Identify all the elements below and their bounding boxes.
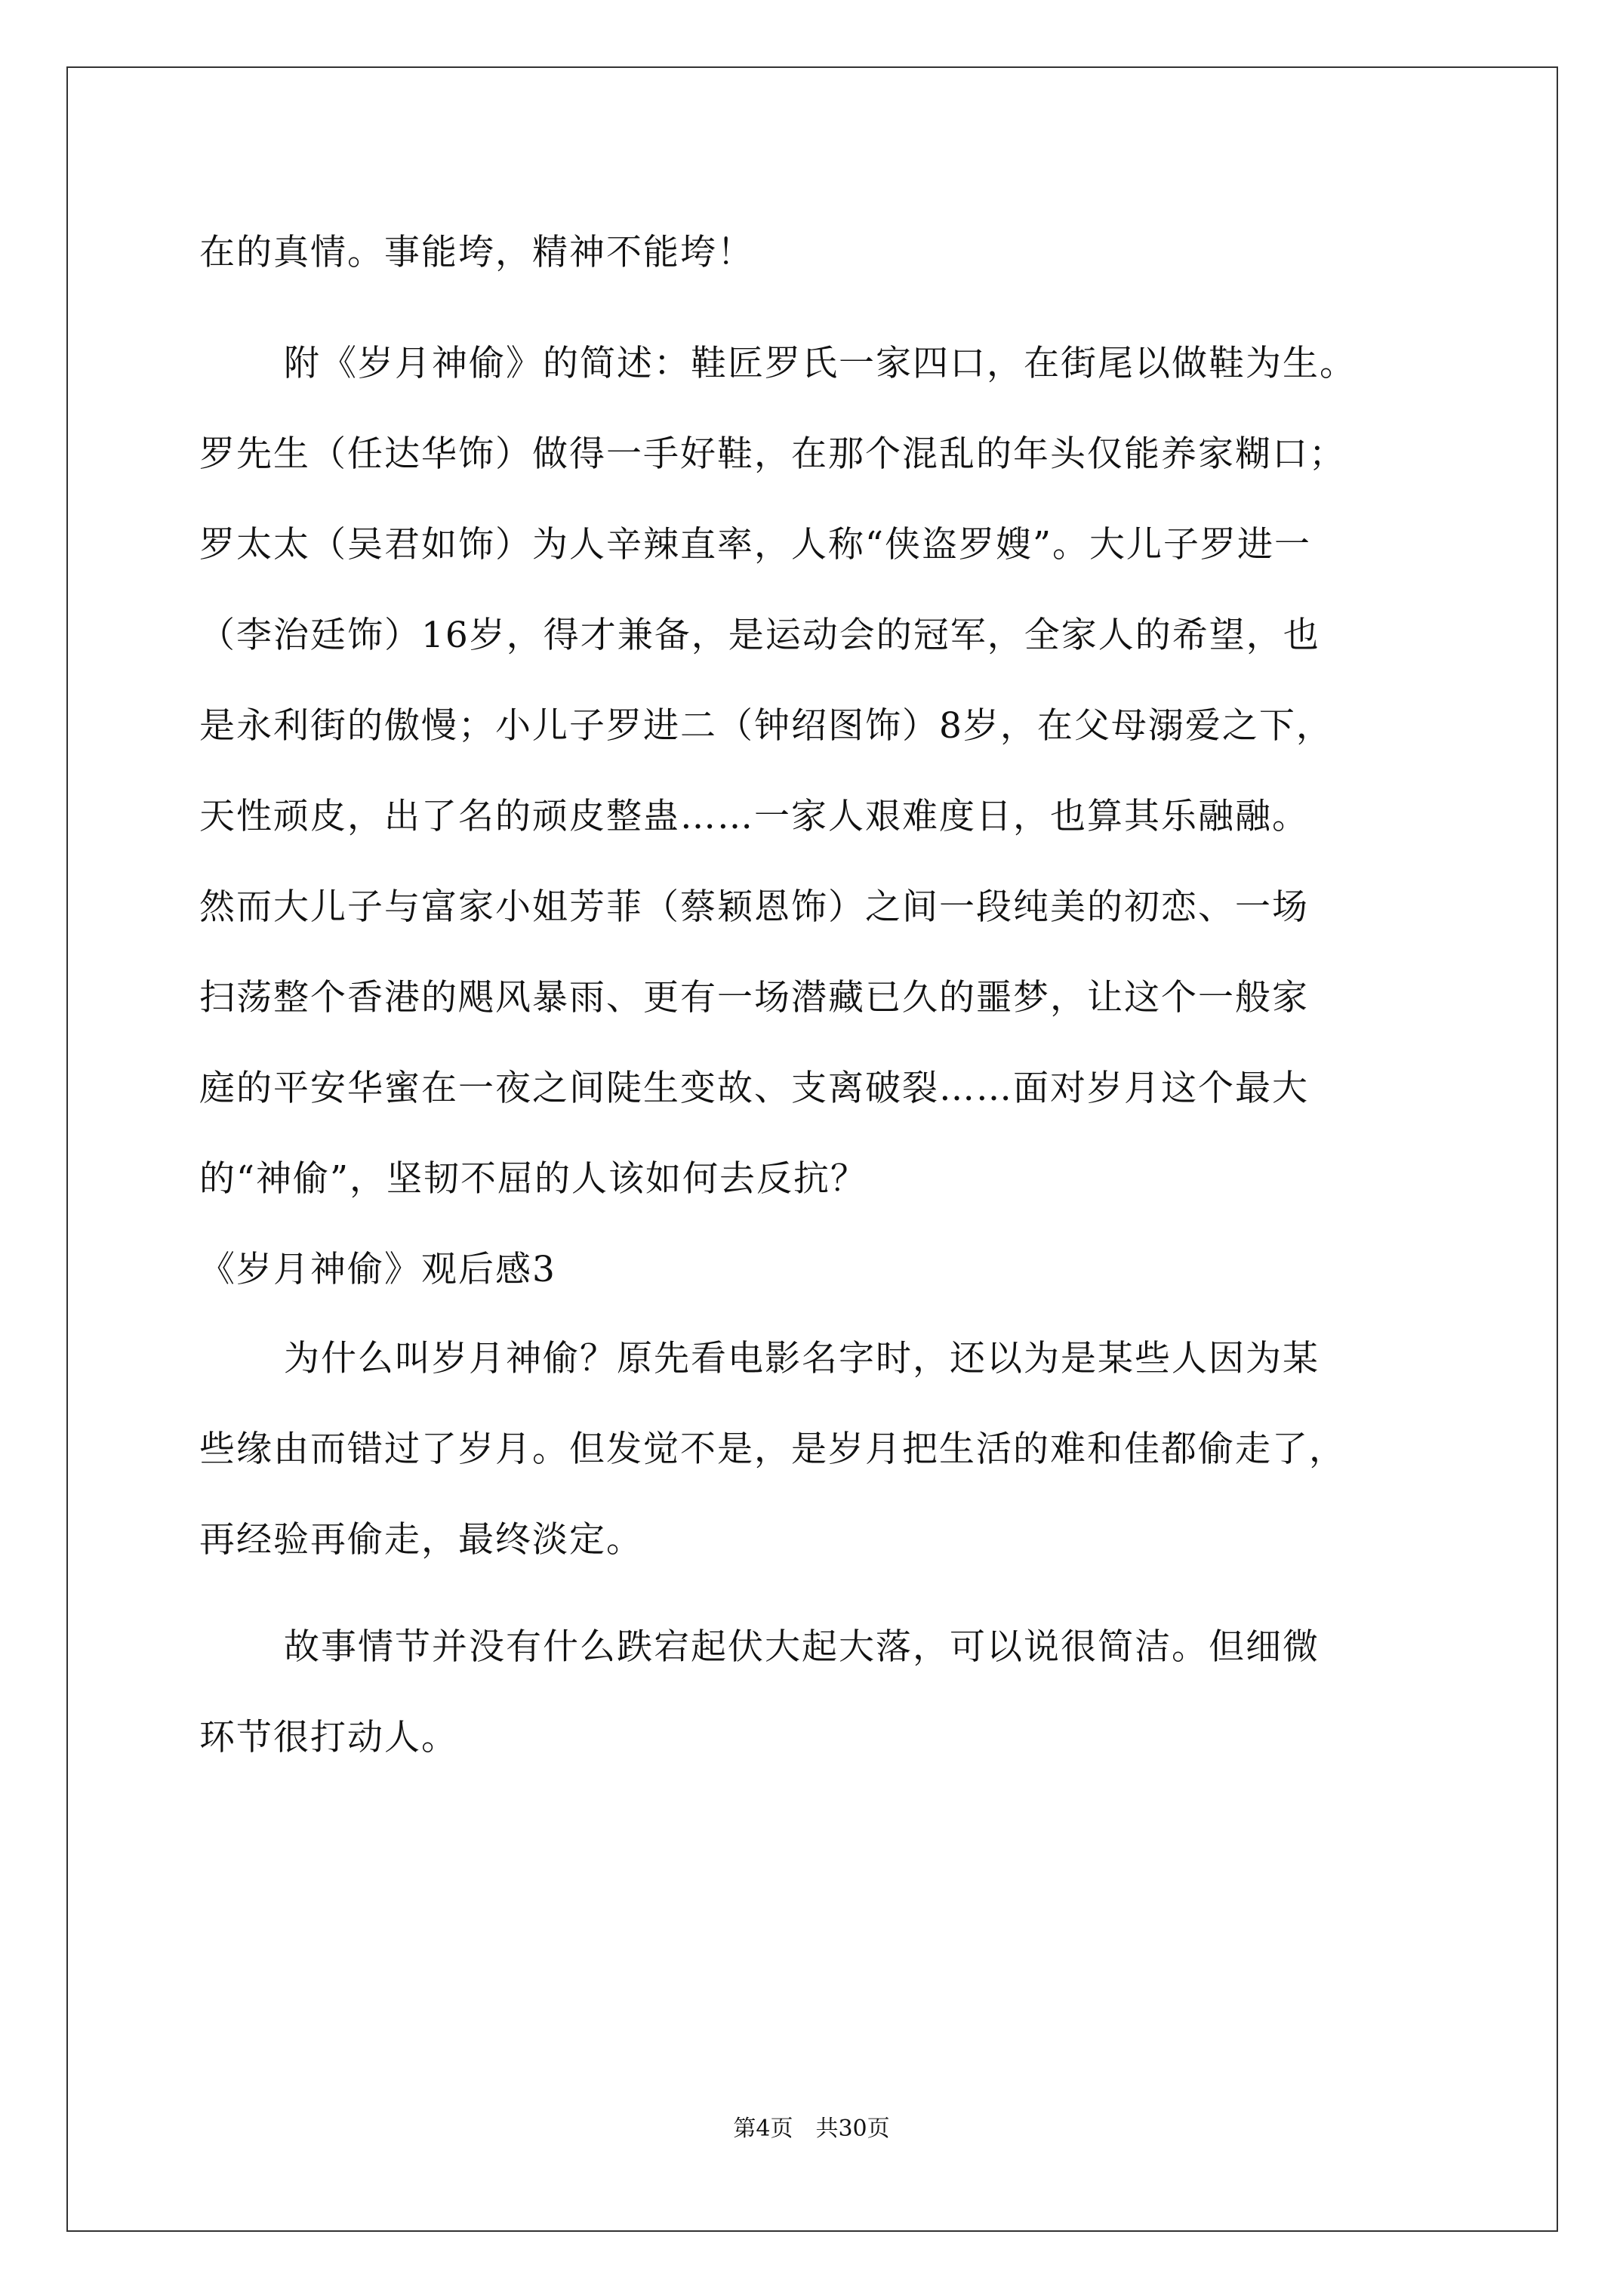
text-line: 附《岁月神偷》的简述：鞋匠罗氏一家四口，在街尾以做鞋为生。 <box>284 343 1357 384</box>
text-line: 天性顽皮，出了名的顽皮整蛊……一家人艰难度日，也算其乐融融。 <box>199 796 1309 837</box>
text-line: 然而大儿子与富家小姐芳菲（蔡颖恩饰）之间一段纯美的初恋、一场 <box>199 886 1309 928</box>
text-line: 再经验再偷走，最终淡定。 <box>199 1519 643 1561</box>
text-line: 罗先生（任达华饰）做得一手好鞋，在那个混乱的年头仅能养家糊口； <box>199 433 1346 475</box>
text-line: 庭的平安华蜜在一夜之间陡生变故、支离破裂……面对岁月这个最大 <box>199 1068 1309 1109</box>
section-heading: 《岁月神偷》观后感3 <box>199 1249 556 1290</box>
text-line: 些缘由而错过了岁月。但发觉不是，是岁月把生活的难和佳都偷走了， <box>199 1428 1346 1470</box>
text-line: 罗太太（吴君如饰）为人辛辣直率，人称“侠盗罗嫂”。大儿子罗进一 <box>199 524 1312 566</box>
text-line: 为什么叫岁月神偷？原先看电影名字时，还以为是某些人因为某 <box>284 1338 1320 1379</box>
text-line: 的“神偷”，坚韧不屈的人该如何去反抗？ <box>199 1158 868 1200</box>
text-line: 故事情节并没有什么跌宕起伏大起大落，可以说很简洁。但细微 <box>284 1626 1320 1668</box>
page-border <box>66 66 1558 2232</box>
text-line: 环节很打动人。 <box>199 1717 458 1758</box>
page-number-footer: 第4页 共30页 <box>733 2116 890 2142</box>
text-line: 扫荡整个香港的飓风暴雨、更有一场潜藏已久的噩梦，让这个一般家 <box>199 977 1309 1019</box>
text-line: 在的真情。事能垮，精神不能垮！ <box>199 232 754 273</box>
text-line: 是永利街的傲慢；小儿子罗进二（钟绍图饰）8岁，在父母溺爱之下， <box>199 705 1333 747</box>
text-line: （李治廷饰）16岁，得才兼备，是运动会的冠军，全家人的希望，也 <box>199 615 1320 656</box>
